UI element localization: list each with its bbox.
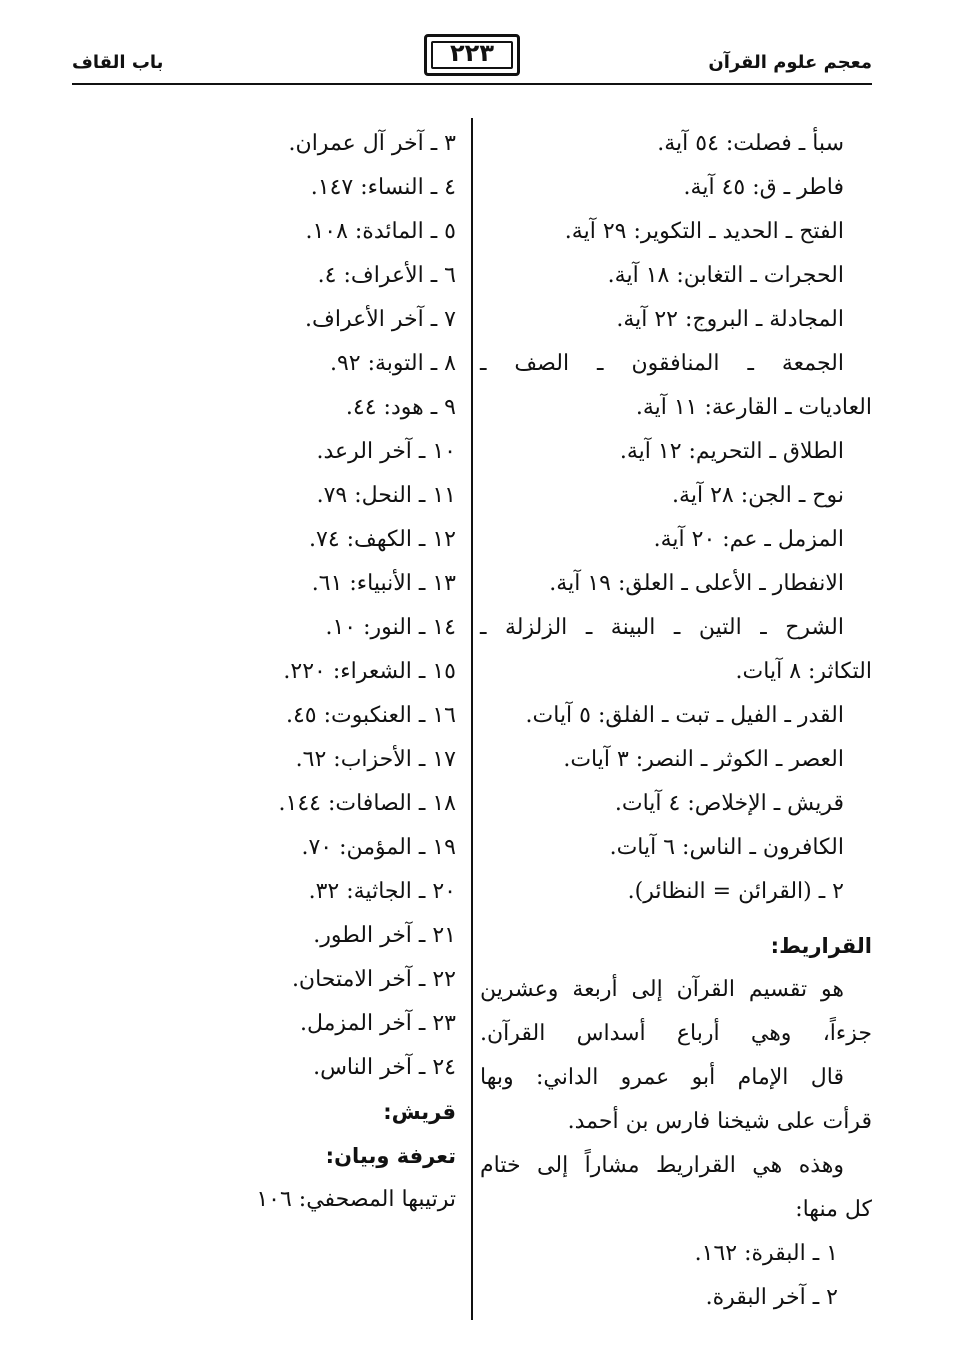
text-line: الجمعة ـ المنافقون ـ الصف ـ [480, 351, 844, 376]
page-header [72, 38, 872, 86]
list-item: ٩ ـ هود: ٤٤. [345, 395, 456, 420]
list-item: ٨ ـ التوبة: ٩٢. [329, 351, 456, 376]
column-divider [471, 118, 473, 1320]
list-item: ١٨ ـ الصافات: ١٤٤. [278, 791, 456, 816]
text-line: المزمل ـ عم: ٢٠ آية. [653, 527, 844, 552]
section-heading: قريش: [383, 1100, 456, 1124]
text-line: التكاثر: ٨ آيات. [735, 659, 872, 684]
list-item: ١٤ ـ النور: ١٠. [325, 615, 456, 640]
text-line: الشرح ـ التين ـ البينة ـ الزلزلة ـ [480, 615, 844, 640]
paragraph-line: هو تقسيم القرآن إلى أربعة وعشرين [480, 977, 844, 1002]
list-item: ٥ ـ المائدة: ١٠٨. [305, 219, 456, 244]
page-number-frame [424, 34, 520, 76]
list-item: ٢٠ ـ الجاثية: ٣٢. [308, 879, 456, 904]
text-line: الكافرون ـ الناس: ٦ آيات. [609, 835, 844, 860]
text-line: سبأ ـ فصلت: ٥٤ آية. [657, 131, 844, 156]
list-item: ٢٢ ـ آخر الامتحان. [291, 967, 456, 992]
list-item: ١٦ ـ العنكبوت: ٤٥. [285, 703, 456, 728]
text-line: ٢ ـ (القرائن = النظائر). [627, 879, 844, 904]
list-item: ١ ـ البقرة: ١٦٢. [694, 1241, 838, 1266]
list-item: ٢ ـ آخر البقرة. [705, 1285, 838, 1310]
paragraph-line: قرأت على شيخنا فارس بن أحمد. [567, 1109, 872, 1134]
list-item: ٧ ـ آخر الأعراف. [305, 307, 456, 332]
list-item: ١٠ ـ آخر الرعد. [316, 439, 456, 464]
section-heading: القراريط: [770, 934, 872, 958]
paragraph-line: قال الإمام أبو عمرو الداني: وبها [480, 1065, 844, 1090]
header-rule [72, 83, 872, 85]
list-item: ١٣ ـ الأنبياء: ٦١. [311, 571, 456, 596]
list-item: ٢١ ـ آخر الطور. [313, 923, 456, 948]
sub-heading: تعرفة وبيان: [325, 1144, 456, 1168]
list-item: ١٧ ـ الأحزاب: ٦٢. [295, 747, 456, 772]
text-line: العصر ـ الكوثر ـ النصر: ٣ آيات. [563, 747, 844, 772]
text-line: الانفطار ـ الأعلى ـ العلق: ١٩ آية. [549, 571, 844, 596]
text-line: القدر ـ الفيل ـ تبت ـ الفلق: ٥ آيات. [525, 703, 844, 728]
left-column [156, 122, 456, 1222]
list-item: ١٩ ـ المؤمن: ٧٠. [301, 835, 456, 860]
text-line: قريش ـ الإخلاص: ٤ آيات. [614, 791, 844, 816]
list-item: ٦ ـ الأعراف: ٤. [317, 263, 456, 288]
list-item: ٢٣ ـ آخر المزمل. [299, 1011, 456, 1036]
text-line: نوح ـ الجن: ٢٨ آية. [672, 483, 844, 508]
list-item: ٤ ـ النساء: ١٤٧. [310, 175, 456, 200]
page-number: ٢٢٣ [450, 39, 494, 67]
text-line: الطلاق ـ التحريم: ١٢ آية. [619, 439, 844, 464]
paragraph-line: كل منها: [795, 1197, 872, 1222]
book-title: معجم علوم القرآن [708, 52, 872, 73]
paragraph-line: وهذه هي القراريط مشاراً إلى ختام [480, 1153, 844, 1178]
right-column [480, 122, 872, 1320]
list-item: ١١ ـ النحل: ٧٩. [316, 483, 456, 508]
text-line: المجادلة ـ البروج: ٢٢ آية. [616, 307, 844, 332]
list-item: ٢٤ ـ آخر الناس. [313, 1055, 456, 1080]
list-item: ٣ ـ آخر آل عمران. [288, 131, 456, 156]
text-line: الفتح ـ الحديد ـ التكوير: ٢٩ آية. [564, 219, 844, 244]
paragraph-line: جزءاً، وهي أرباع أسداس القرآن. [480, 1021, 872, 1046]
text-line: فاطر ـ ق: ٤٥ آية. [683, 175, 844, 200]
chapter-title: باب القاف [72, 52, 164, 73]
text-line: العاديات ـ القارعة: ١١ آية. [635, 395, 872, 420]
text-line: الحجرات ـ التغابن: ١٨ آية. [607, 263, 844, 288]
list-item: ١٥ ـ الشعراء: ٢٢٠. [283, 659, 456, 684]
list-item: ١٢ ـ الكهف: ٧٤. [309, 527, 456, 552]
text-line: ترتيبها المصحفي: ١٠٦ [256, 1187, 456, 1212]
